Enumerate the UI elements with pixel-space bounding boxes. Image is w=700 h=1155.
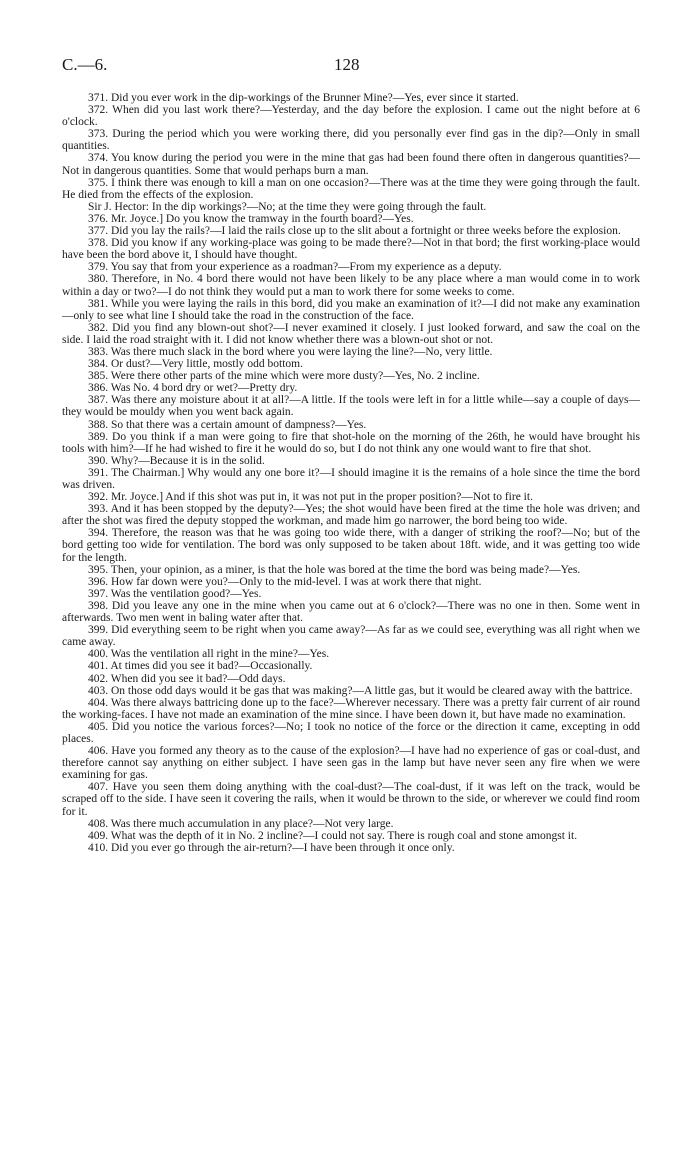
paragraph: 403. On those odd days would it be gas that was making?—A little gas, but it would be cleared away with the battrice. [88, 684, 633, 697]
paragraph: 410. Did you ever go through the air-return?—I have been through it once only. [88, 841, 455, 854]
paragraph: 373. During the period which you were working there, did you personally ever find gas in the dip?—Only in small quantities. [62, 128, 640, 153]
paragraph: 387. Was there any moisture about it at all?—A little. If the tools were left in for a little while—say a couple of days—they would be mouldy when you went back again. [62, 394, 640, 419]
paragraph: 371. Did you ever work in the dip-workings of the Brunner Mine?—Yes, ever since it started. [88, 92, 519, 104]
paragraph: 391. The Chairman.] Why would any one bore it?—I should imagine it is the remains of a hole since the time the bord was driven. [62, 466, 640, 491]
paragraph: 399. Did everything seem to be right when you came away?—As far as we could see, everything was all right when we came away. [62, 624, 640, 649]
paragraph: 396. How far down were you?—Only to the mid-level. I was at work there that night. [88, 575, 482, 588]
paragraph: 375. I think there was enough to kill a man on one occasion?—There was at the time they were going through the fault. He died from the effects of the explosion. [62, 176, 640, 201]
paragraph: 393. And it has been stopped by the deputy?—Yes; the shot would have been fired at the time the hole was driven; and after the shot was fired the deputy stopped the workman, and made him go narrower, the bord being too wide. [62, 503, 640, 528]
paragraph: 392. Mr. Joyce.] And if this shot was put in, it was not put in the proper position?—Not to fire it. [88, 491, 533, 504]
paragraph: 398. Did you leave any one in the mine when you came out at 6 o'clock?—There was no one in then. Some went in afterwards. Two men went in baling water after that. [62, 599, 640, 625]
paragraph: Sir J. Hector: In the dip workings?—No; at the time they were going through the fault. [88, 200, 487, 213]
paragraph: 405. Did you notice the various forces?—No; I took no notice of the force or the direction it came, excepting in odd places. [62, 720, 640, 745]
paragraph: 388. So that there was a certain amount of dampness?—Yes. [88, 418, 367, 431]
paragraph: 377. Did you lay the rails?—I laid the rails close up to the slit about a fortnight or three weeks before the explosion. [88, 225, 621, 238]
paragraph: 382. Did you find any blown-out shot?—I never examined it closely. I just looked forward, and saw the coal on the side. I laid the road straight with it. I did not know whether there was a blown-out shot or not. [62, 321, 640, 346]
paragraph: 372. When did you last work there?—Yesterday, and the day before the explosion. I came out the night before at 6 o'clock. [62, 104, 640, 129]
paragraph: 404. Was there always battricing done up to the face?—Wherever necessary. There was a pretty fair current of air round the working-faces. I have not made an examination of the mine since. I have been down it, but have made no examination. [62, 696, 640, 721]
paragraph: 376. Mr. Joyce.] Do you know the tramway in the fourth board?—Yes. [88, 212, 414, 225]
paragraph: 397. Was the ventilation good?—Yes. [88, 587, 262, 600]
paragraph: 374. You know during the period you were in the mine that gas had been found there often in dangerous quantities?—Not in dangerous quantities. Some that would perhaps burn a man. [62, 152, 640, 177]
paragraph: 395. Then, your opinion, as a miner, is that the hole was bored at the time the bord was being made?—Yes. [88, 563, 581, 576]
paragraph: 401. At times did you see it bad?—Occasionally. [88, 660, 313, 673]
paragraph: 381. While you were laying the rails in this bord, did you make an examination of it?—I did not make any examination—only to see what line I should take the road in the construction of the face. [62, 297, 640, 322]
paragraph: 379. You say that from your experience as a roadman?—From my experience as a deputy. [88, 261, 502, 274]
paragraph: 390. Why?—Because it is in the solid. [88, 454, 265, 467]
paragraph: 384. Or dust?—Very little, mostly odd bottom. [88, 358, 303, 371]
paragraph: 383. Was there much slack in the bord where you were laying the line?—No, very little. [88, 345, 493, 358]
page-number: 128 [334, 55, 360, 74]
paragraph: 385. Were there other parts of the mine which were more dusty?—Yes, No. 2 incline. [88, 370, 480, 383]
paragraph: 389. Do you think if a man were going to fire that shot-hole on the morning of the 26th, he would have brought his tools with him?—If he had wished to fire it he would do so, but I do not think any one would want to fire that shot. [62, 430, 640, 455]
paragraph: 386. Was No. 4 bord dry or wet?—Pretty dry. [88, 382, 298, 395]
paragraph: 406. Have you formed any theory as to the cause of the explosion?—I have had no experience of gas or coal-dust, and therefore cannot say anything on either subject. I have seen gas in the lamp but have never seen any fire when we were examining for gas. [62, 745, 640, 782]
paragraph: 380. Therefore, in No. 4 bord there would not have been likely to be any place where a man would come in to work within a day or two?—I do not think they would put a man to work there for some weeks to come. [62, 273, 640, 298]
paragraph: 408. Was there much accumulation in any place?—Not very large. [88, 817, 394, 830]
page-header [0, 55, 700, 79]
paragraph: 394. Therefore, the reason was that he was going too wide there, with a danger of striking the roof?—No; but of the bord getting too wide for ventilation. The bord was only supposed to be taken about 18ft. wide, and it was getting too wide for the length. [62, 527, 640, 564]
paragraph: 409. What was the depth of it in No. 2 incline?—I could not say. There is rough coal and stone amongst it. [88, 829, 578, 842]
series-code: C.—6. [62, 55, 108, 74]
paragraph: 402. When did you see it bad?—Odd days. [88, 672, 286, 685]
paragraph: 407. Have you seen them doing anything with the coal-dust?—The coal-dust, if it was left on the track, would be scraped off to the side. I have seen it covering the rails, when it would be thrown to the side, or wherever we could find room for it. [62, 781, 640, 818]
paragraph: 400. Was the ventilation all right in the mine?—Yes. [88, 648, 330, 661]
document-body [62, 92, 640, 854]
paragraph: 378. Did you know if any working-place was going to be made there?—Not in that bord; the first working-place would have been the bord above it, I should have thought. [62, 237, 640, 262]
